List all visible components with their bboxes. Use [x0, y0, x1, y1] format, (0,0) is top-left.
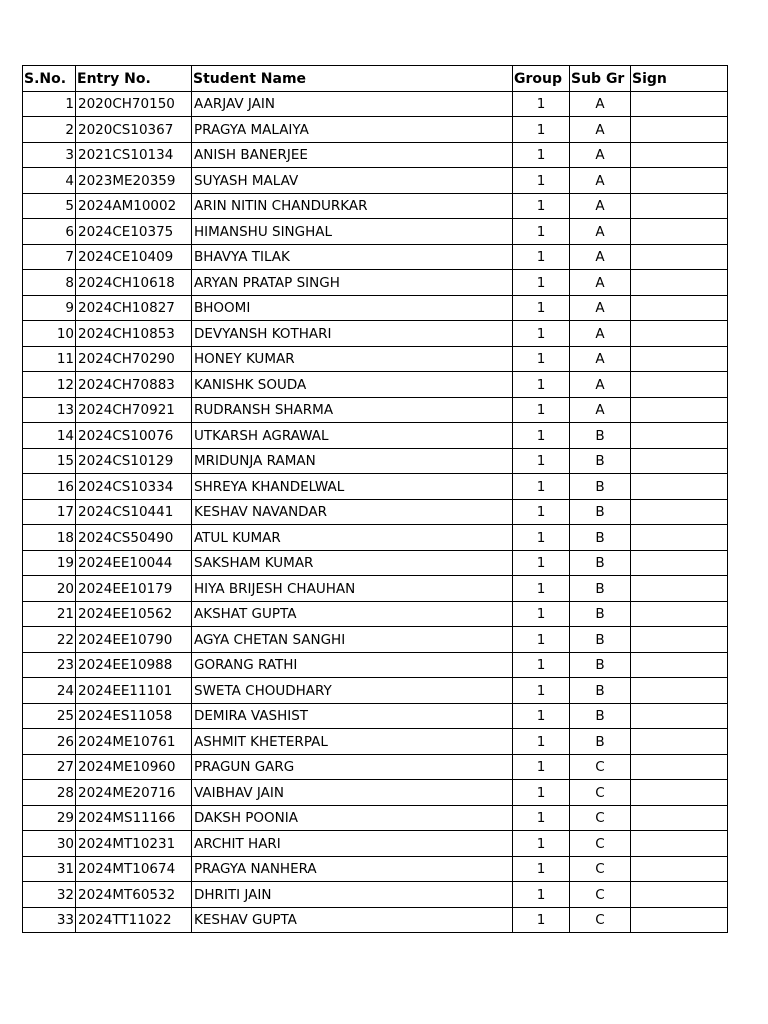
cell-group: 1	[513, 729, 570, 755]
cell-sign[interactable]	[631, 780, 728, 806]
cell-student-name: UTKARSH AGRAWAL	[192, 423, 513, 449]
cell-sno: 17	[23, 499, 76, 525]
cell-group: 1	[513, 780, 570, 806]
cell-sno: 7	[23, 244, 76, 270]
cell-entry-no: 2024ES11058	[76, 703, 192, 729]
cell-sno: 3	[23, 142, 76, 168]
table-row	[23, 321, 728, 347]
table-row	[23, 805, 728, 831]
cell-sub-group: A	[570, 142, 631, 168]
cell-entry-no: 2024ME20716	[76, 780, 192, 806]
header-sno: S.No.	[23, 66, 76, 92]
cell-sign[interactable]	[631, 372, 728, 398]
cell-group: 1	[513, 142, 570, 168]
cell-sno: 11	[23, 346, 76, 372]
cell-sub-group: C	[570, 805, 631, 831]
header-group: Group	[513, 66, 570, 92]
table-row	[23, 601, 728, 627]
cell-entry-no: 2020CH70150	[76, 91, 192, 117]
cell-student-name: RUDRANSH SHARMA	[192, 397, 513, 423]
cell-group: 1	[513, 244, 570, 270]
cell-student-name: SAKSHAM KUMAR	[192, 550, 513, 576]
cell-group: 1	[513, 525, 570, 551]
table-row	[23, 219, 728, 245]
cell-student-name: SWETA CHOUDHARY	[192, 678, 513, 704]
cell-sub-group: A	[570, 91, 631, 117]
table-row	[23, 142, 728, 168]
cell-group: 1	[513, 831, 570, 857]
cell-sub-group: A	[570, 295, 631, 321]
cell-entry-no: 2024MS11166	[76, 805, 192, 831]
cell-entry-no: 2024CS10076	[76, 423, 192, 449]
cell-sign[interactable]	[631, 117, 728, 143]
cell-sign[interactable]	[631, 754, 728, 780]
cell-student-name: VAIBHAV JAIN	[192, 780, 513, 806]
table-row	[23, 882, 728, 908]
cell-entry-no: 2024EE11101	[76, 678, 192, 704]
cell-sub-group: B	[570, 525, 631, 551]
cell-student-name: DEMIRA VASHIST	[192, 703, 513, 729]
cell-sno: 24	[23, 678, 76, 704]
cell-entry-no: 2024EE10562	[76, 601, 192, 627]
cell-student-name: BHAVYA TILAK	[192, 244, 513, 270]
cell-group: 1	[513, 601, 570, 627]
cell-sign[interactable]	[631, 856, 728, 882]
cell-sign[interactable]	[631, 423, 728, 449]
cell-entry-no: 2024CE10375	[76, 219, 192, 245]
cell-sign[interactable]	[631, 831, 728, 857]
cell-student-name: ARYAN PRATAP SINGH	[192, 270, 513, 296]
cell-student-name: MRIDUNJA RAMAN	[192, 448, 513, 474]
cell-student-name: KESHAV NAVANDAR	[192, 499, 513, 525]
cell-sign[interactable]	[631, 219, 728, 245]
cell-entry-no: 2024ME10960	[76, 754, 192, 780]
table-row	[23, 907, 728, 933]
cell-group: 1	[513, 856, 570, 882]
cell-sno: 10	[23, 321, 76, 347]
cell-sub-group: B	[570, 448, 631, 474]
cell-entry-no: 2024EE10790	[76, 627, 192, 653]
cell-group: 1	[513, 193, 570, 219]
cell-sno: 16	[23, 474, 76, 500]
cell-sno: 14	[23, 423, 76, 449]
cell-entry-no: 2024CS10129	[76, 448, 192, 474]
cell-entry-no: 2024CS50490	[76, 525, 192, 551]
cell-group: 1	[513, 805, 570, 831]
cell-sub-group: A	[570, 168, 631, 194]
cell-group: 1	[513, 907, 570, 933]
cell-sub-group: A	[570, 346, 631, 372]
table-row	[23, 678, 728, 704]
table-row	[23, 270, 728, 296]
table-row	[23, 550, 728, 576]
cell-sign[interactable]	[631, 601, 728, 627]
cell-sub-group: B	[570, 474, 631, 500]
cell-sub-group: C	[570, 754, 631, 780]
attendance-sheet	[22, 65, 728, 933]
table-row	[23, 525, 728, 551]
cell-sub-group: B	[570, 499, 631, 525]
header-row	[23, 66, 728, 92]
cell-student-name: HIYA BRIJESH CHAUHAN	[192, 576, 513, 602]
cell-sno: 26	[23, 729, 76, 755]
cell-sign[interactable]	[631, 499, 728, 525]
cell-sign[interactable]	[631, 142, 728, 168]
table-row	[23, 499, 728, 525]
cell-sno: 25	[23, 703, 76, 729]
cell-group: 1	[513, 576, 570, 602]
cell-entry-no: 2024CH70883	[76, 372, 192, 398]
cell-sub-group: C	[570, 780, 631, 806]
cell-group: 1	[513, 219, 570, 245]
cell-group: 1	[513, 423, 570, 449]
cell-entry-no: 2023ME20359	[76, 168, 192, 194]
cell-sno: 13	[23, 397, 76, 423]
cell-sno: 32	[23, 882, 76, 908]
cell-student-name: SHREYA KHANDELWAL	[192, 474, 513, 500]
cell-sub-group: B	[570, 678, 631, 704]
header-student-name: Student Name	[192, 66, 513, 92]
header-sub-group: Sub Gr	[570, 66, 631, 92]
cell-sign[interactable]	[631, 244, 728, 270]
cell-group: 1	[513, 372, 570, 398]
table-row	[23, 652, 728, 678]
cell-sign[interactable]	[631, 652, 728, 678]
cell-sign[interactable]	[631, 91, 728, 117]
cell-sign[interactable]	[631, 525, 728, 551]
cell-student-name: HIMANSHU SINGHAL	[192, 219, 513, 245]
cell-student-name: AKSHAT GUPTA	[192, 601, 513, 627]
cell-sno: 6	[23, 219, 76, 245]
cell-sno: 19	[23, 550, 76, 576]
cell-sno: 21	[23, 601, 76, 627]
cell-group: 1	[513, 627, 570, 653]
cell-group: 1	[513, 474, 570, 500]
cell-student-name: HONEY KUMAR	[192, 346, 513, 372]
cell-entry-no: 2021CS10134	[76, 142, 192, 168]
cell-student-name: KANISHK SOUDA	[192, 372, 513, 398]
table-row	[23, 244, 728, 270]
cell-student-name: ARIN NITIN CHANDURKAR	[192, 193, 513, 219]
cell-student-name: AGYA CHETAN SANGHI	[192, 627, 513, 653]
cell-sno: 31	[23, 856, 76, 882]
cell-sign[interactable]	[631, 448, 728, 474]
cell-sub-group: B	[570, 576, 631, 602]
cell-sub-group: B	[570, 703, 631, 729]
cell-sub-group: A	[570, 117, 631, 143]
cell-sno: 4	[23, 168, 76, 194]
cell-student-name: DEVYANSH KOTHARI	[192, 321, 513, 347]
table-row	[23, 346, 728, 372]
cell-sub-group: B	[570, 423, 631, 449]
cell-sno: 33	[23, 907, 76, 933]
cell-sign[interactable]	[631, 474, 728, 500]
cell-entry-no: 2024CS10441	[76, 499, 192, 525]
cell-sign[interactable]	[631, 270, 728, 296]
cell-sno: 18	[23, 525, 76, 551]
cell-sub-group: B	[570, 627, 631, 653]
cell-sno: 23	[23, 652, 76, 678]
cell-entry-no: 2024EE10179	[76, 576, 192, 602]
cell-student-name: GORANG RATHI	[192, 652, 513, 678]
cell-sub-group: B	[570, 652, 631, 678]
cell-entry-no: 2024CE10409	[76, 244, 192, 270]
cell-group: 1	[513, 91, 570, 117]
cell-sno: 30	[23, 831, 76, 857]
table-row	[23, 193, 728, 219]
cell-sub-group: C	[570, 907, 631, 933]
cell-sno: 1	[23, 91, 76, 117]
cell-entry-no: 2020CS10367	[76, 117, 192, 143]
table-row	[23, 397, 728, 423]
cell-entry-no: 2024CH70921	[76, 397, 192, 423]
cell-sno: 8	[23, 270, 76, 296]
table-row	[23, 295, 728, 321]
cell-sub-group: B	[570, 601, 631, 627]
cell-group: 1	[513, 703, 570, 729]
cell-group: 1	[513, 397, 570, 423]
cell-student-name: ARCHIT HARI	[192, 831, 513, 857]
cell-group: 1	[513, 168, 570, 194]
cell-entry-no: 2024MT60532	[76, 882, 192, 908]
student-table	[22, 65, 728, 933]
cell-sign[interactable]	[631, 295, 728, 321]
cell-student-name: ANISH BANERJEE	[192, 142, 513, 168]
cell-entry-no: 2024AM10002	[76, 193, 192, 219]
cell-student-name: PRAGYA MALAIYA	[192, 117, 513, 143]
table-row	[23, 754, 728, 780]
cell-sno: 9	[23, 295, 76, 321]
cell-student-name: KESHAV GUPTA	[192, 907, 513, 933]
table-row	[23, 703, 728, 729]
table-row	[23, 576, 728, 602]
table-row	[23, 423, 728, 449]
cell-entry-no: 2024MT10231	[76, 831, 192, 857]
table-row	[23, 168, 728, 194]
cell-sign[interactable]	[631, 193, 728, 219]
cell-sno: 22	[23, 627, 76, 653]
cell-sign[interactable]	[631, 907, 728, 933]
cell-sno: 2	[23, 117, 76, 143]
cell-sign[interactable]	[631, 576, 728, 602]
cell-group: 1	[513, 882, 570, 908]
cell-sub-group: C	[570, 856, 631, 882]
cell-group: 1	[513, 499, 570, 525]
cell-group: 1	[513, 550, 570, 576]
table-row	[23, 372, 728, 398]
cell-entry-no: 2024CH10853	[76, 321, 192, 347]
cell-sign[interactable]	[631, 397, 728, 423]
cell-sign[interactable]	[631, 805, 728, 831]
cell-sub-group: A	[570, 397, 631, 423]
cell-sign[interactable]	[631, 729, 728, 755]
cell-student-name: ASHMIT KHETERPAL	[192, 729, 513, 755]
cell-sign[interactable]	[631, 678, 728, 704]
cell-sub-group: A	[570, 270, 631, 296]
cell-sno: 12	[23, 372, 76, 398]
cell-sno: 15	[23, 448, 76, 474]
cell-group: 1	[513, 448, 570, 474]
cell-group: 1	[513, 295, 570, 321]
cell-entry-no: 2024MT10674	[76, 856, 192, 882]
cell-sno: 27	[23, 754, 76, 780]
table-row	[23, 474, 728, 500]
cell-sub-group: A	[570, 244, 631, 270]
cell-sub-group: A	[570, 321, 631, 347]
cell-sub-group: A	[570, 193, 631, 219]
table-row	[23, 117, 728, 143]
cell-entry-no: 2024EE10988	[76, 652, 192, 678]
cell-sno: 20	[23, 576, 76, 602]
cell-sub-group: A	[570, 372, 631, 398]
header-entry-no: Entry No.	[76, 66, 192, 92]
cell-student-name: BHOOMI	[192, 295, 513, 321]
cell-student-name: SUYASH MALAV	[192, 168, 513, 194]
cell-sub-group: A	[570, 219, 631, 245]
table-row	[23, 856, 728, 882]
cell-entry-no: 2024TT11022	[76, 907, 192, 933]
cell-entry-no: 2024CH70290	[76, 346, 192, 372]
cell-sub-group: C	[570, 882, 631, 908]
table-row	[23, 448, 728, 474]
table-row	[23, 91, 728, 117]
cell-student-name: DAKSH POONIA	[192, 805, 513, 831]
cell-sign[interactable]	[631, 346, 728, 372]
table-row	[23, 627, 728, 653]
cell-sno: 5	[23, 193, 76, 219]
cell-student-name: PRAGUN GARG	[192, 754, 513, 780]
header-sign: Sign	[631, 66, 728, 92]
cell-group: 1	[513, 652, 570, 678]
table-row	[23, 729, 728, 755]
cell-group: 1	[513, 754, 570, 780]
table-body	[23, 91, 728, 933]
cell-sign[interactable]	[631, 627, 728, 653]
cell-student-name: AARJAV JAIN	[192, 91, 513, 117]
cell-sno: 29	[23, 805, 76, 831]
cell-student-name: PRAGYA NANHERA	[192, 856, 513, 882]
cell-group: 1	[513, 117, 570, 143]
cell-group: 1	[513, 270, 570, 296]
cell-sign[interactable]	[631, 703, 728, 729]
cell-group: 1	[513, 321, 570, 347]
cell-group: 1	[513, 346, 570, 372]
cell-sub-group: B	[570, 729, 631, 755]
cell-entry-no: 2024CH10827	[76, 295, 192, 321]
cell-sign[interactable]	[631, 550, 728, 576]
cell-sub-group: C	[570, 831, 631, 857]
cell-group: 1	[513, 678, 570, 704]
cell-entry-no: 2024EE10044	[76, 550, 192, 576]
cell-entry-no: 2024CS10334	[76, 474, 192, 500]
table-row	[23, 831, 728, 857]
cell-sign[interactable]	[631, 882, 728, 908]
cell-student-name: DHRITI JAIN	[192, 882, 513, 908]
table-row	[23, 780, 728, 806]
cell-sub-group: B	[570, 550, 631, 576]
cell-entry-no: 2024ME10761	[76, 729, 192, 755]
cell-sno: 28	[23, 780, 76, 806]
cell-entry-no: 2024CH10618	[76, 270, 192, 296]
cell-sign[interactable]	[631, 321, 728, 347]
cell-student-name: ATUL KUMAR	[192, 525, 513, 551]
cell-sign[interactable]	[631, 168, 728, 194]
